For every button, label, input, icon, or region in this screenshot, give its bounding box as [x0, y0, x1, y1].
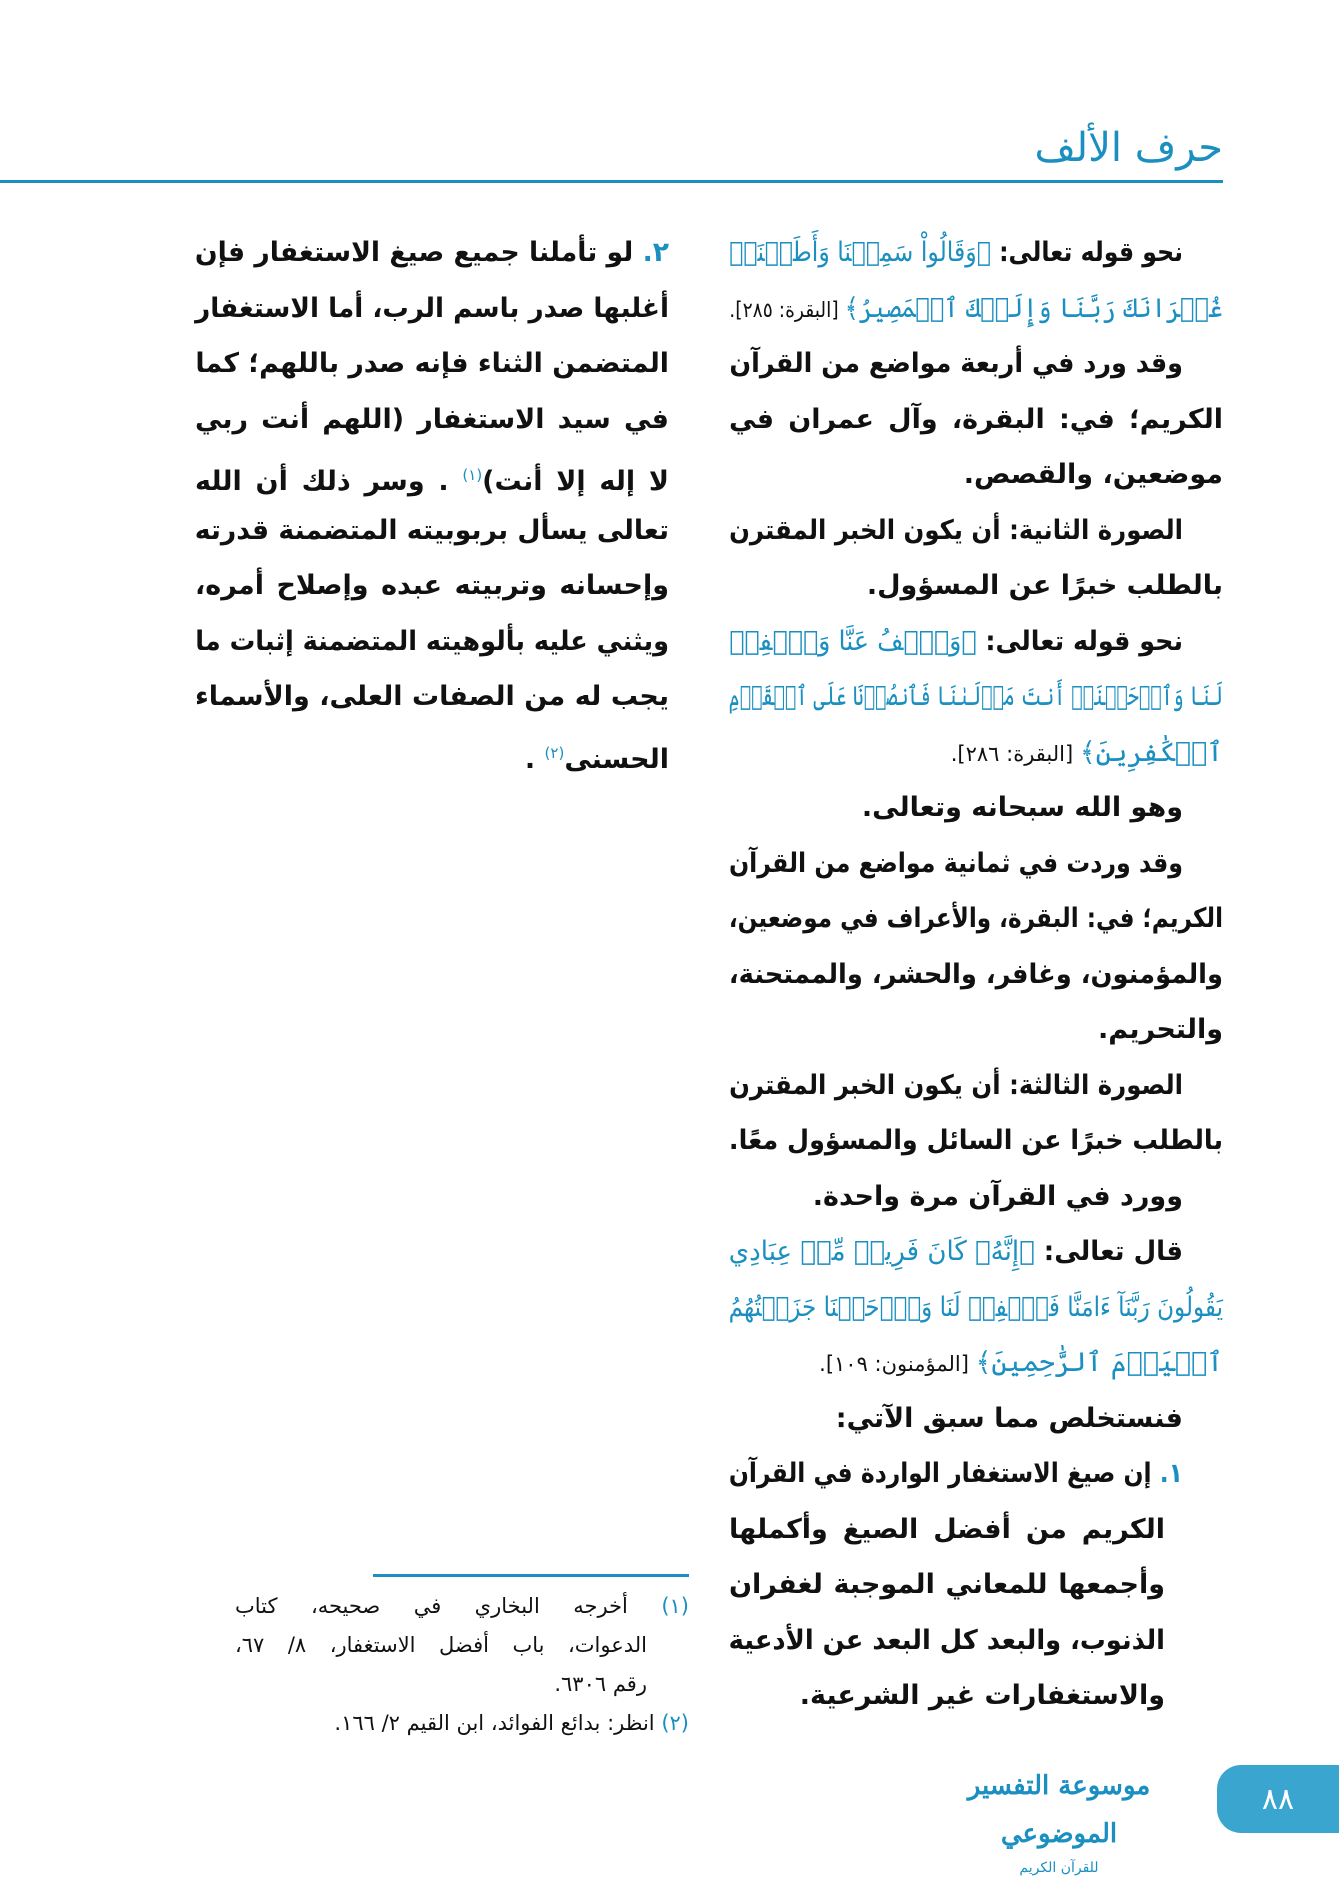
- list-number: (٢): [654, 1711, 689, 1735]
- text-segment: إن صيغ الاستغفار الواردة في القرآن: [728, 1458, 1152, 1489]
- text-segment: رقم ٦٣٠٦.: [554, 1672, 647, 1696]
- text-line: [728, 1616, 1165, 1666]
- footnote-line: [235, 1667, 647, 1701]
- quran-verse: لَنَا وَٱرۡحَمۡنَآۚ أَنتَ مَوۡلَىٰنَا فَٱنصُرۡنَا عَلَى ٱلۡقَوۡمِ: [728, 681, 1223, 712]
- text-segment: . وسر ذلك أن الله: [195, 466, 463, 497]
- text-line: [729, 1560, 1165, 1610]
- text-segment: وقد وردت في ثمانية مواضع من القرآن: [728, 847, 1183, 879]
- text-line: [195, 617, 670, 667]
- text-line: [729, 728, 1223, 778]
- text-line: [729, 450, 1223, 500]
- text-line: [728, 1227, 1183, 1277]
- text-segment: نحو قوله تعالى:: [990, 237, 1183, 268]
- text-line: [729, 1505, 1165, 1555]
- text-segment: بالطلب خبرًا عن السائل والمسؤول معًا.: [728, 1125, 1223, 1156]
- text-segment: والمؤمنون، وغافر، والحشر، والممتحنة،: [728, 958, 1223, 990]
- text-line: [728, 1449, 1183, 1499]
- text-segment: أغلبها صدر باسم الرب، أما الاستغفار: [195, 292, 669, 324]
- quran-verse: ﴿وَٱعۡفُ عَنَّا وَٱغۡفِرۡ: [729, 625, 977, 657]
- text-line: [195, 728, 669, 778]
- text-line: [195, 395, 669, 445]
- chapter-header: حرف الألف: [1034, 125, 1223, 171]
- text-line: [194, 228, 669, 278]
- text-segment: تعالى يسأل بربوبيته المتضمنة قدرته: [194, 514, 670, 546]
- page-number: ٨٨: [1217, 1765, 1339, 1833]
- encyclopedia-logo: [934, 1762, 1184, 1876]
- text-segment: يجب له من الصفات العلى، والأسماء: [195, 681, 669, 712]
- text-segment: لا إله إلا أنت): [482, 466, 669, 497]
- verse-reference: [المؤمنون: ١٠٩].: [819, 1352, 976, 1376]
- text-segment: والتحريم.: [1097, 1014, 1223, 1045]
- text-segment: وقد ورد في أربعة مواضع من القرآن: [729, 348, 1183, 379]
- text-line: [729, 1061, 1183, 1111]
- text-segment: أخرجه البخاري في صحيحه، كتاب: [235, 1594, 628, 1618]
- text-segment: وهو الله سبحانه وتعالى.: [861, 792, 1183, 823]
- logo-title: موسوعة التفسير الموضوعي: [967, 1771, 1151, 1849]
- text-segment: وورد في القرآن مرة واحدة.: [812, 1180, 1183, 1212]
- logo-subtitle: للقرآن الكريم: [1019, 1860, 1099, 1876]
- text-line: [194, 506, 670, 556]
- text-segment: انظر: بدائع الفوائد، ابن القيم ٢/ ١٦٦.: [334, 1711, 655, 1735]
- text-segment: فنستخلص مما سبق الآتي:: [835, 1402, 1183, 1434]
- text-line: [729, 506, 1183, 556]
- footnote-line: [235, 1589, 689, 1623]
- text-line: [728, 950, 1223, 1000]
- text-line: [195, 561, 669, 611]
- text-line: [728, 1283, 1223, 1333]
- footnote-marker: (٢): [544, 743, 565, 762]
- text-segment: وإحسانه وتربيته عبده وإصلاح أمره،: [195, 570, 669, 601]
- text-line: [729, 1338, 1223, 1388]
- text-line: [729, 561, 1223, 611]
- text-segment: لو تأملنا جميع صيغ الاستغفار فإن: [194, 237, 634, 268]
- text-segment: .: [524, 743, 545, 775]
- text-line: [195, 284, 669, 334]
- header-rule: [0, 180, 1223, 183]
- quran-verse: ٱلۡكَٰفِرِينَ﴾: [1079, 736, 1223, 768]
- text-segment: الكريم من أفضل الصيغ وأكملها: [729, 1513, 1165, 1545]
- text-line: [729, 1005, 1223, 1055]
- verse-reference: [البقرة: ٢٨٥].: [729, 297, 845, 322]
- footnote-line: [235, 1628, 647, 1662]
- text-segment: الكريم؛ في: البقرة، وآل عمران في: [729, 403, 1223, 435]
- text-line: [729, 228, 1183, 278]
- text-segment: الذنوب، والبعد كل البعد عن الأدعية: [728, 1624, 1165, 1656]
- text-line: [195, 672, 669, 722]
- text-line: [729, 339, 1183, 389]
- list-number: (١): [627, 1594, 689, 1618]
- quran-verse: يَقُولُونَ رَبَّنَآ ءَامَنَّا فَٱغۡفِرۡ لَنَا وَٱرۡحَمۡنَا جَزَيۡتُهُمُ: [728, 1291, 1223, 1323]
- text-segment: والاستغفارات غير الشرعية.: [799, 1680, 1165, 1711]
- quran-verse: ﴿وَقَالُواْ سَمِعۡنَا وَأَطَعۡنَاۖ: [729, 237, 991, 268]
- text-segment: ويثني عليه بألوهيته المتضمنة إثبات ما: [195, 625, 670, 657]
- text-segment: الصورة الثانية: أن يكون الخبر المقترن: [729, 514, 1183, 546]
- quran-verse: غُفۡرَانَكَ رَبَّنَا وَإِلَيۡكَ ٱلۡمَصِيرُ﴾: [844, 292, 1223, 324]
- text-line: [728, 894, 1223, 944]
- text-segment: وأجمعها للمعاني الموجبة لغفران: [729, 1569, 1165, 1600]
- text-segment: الدعوات، باب أفضل الاستغفار، ٨/ ٦٧،: [235, 1633, 647, 1657]
- footnote-marker: (١): [462, 466, 483, 484]
- text-line: [728, 672, 1223, 722]
- text-segment: نحو قوله تعالى:: [976, 625, 1183, 657]
- text-segment: قال تعالى:: [1034, 1236, 1183, 1267]
- text-line: [195, 450, 669, 500]
- text-line: [729, 395, 1223, 445]
- verse-reference: [البقرة: ٢٨٦].: [950, 741, 1080, 766]
- quran-verse: ﴿إِنَّهُۥ كَانَ فَرِيقٞ مِّنۡ عِبَادِي: [728, 1236, 1035, 1267]
- text-line: [729, 1394, 1183, 1444]
- text-line: [729, 284, 1223, 334]
- text-line: [729, 1172, 1183, 1222]
- footnote-line: [235, 1706, 689, 1740]
- text-line: [195, 339, 669, 389]
- text-segment: بالطلب خبرًا عن المسؤول.: [866, 570, 1223, 601]
- text-segment: موضعين، والقصص.: [963, 459, 1223, 490]
- text-segment: المتضمن الثناء فإنه صدر باللهم؛ كما: [195, 348, 669, 379]
- list-number: ١.: [1151, 1458, 1183, 1489]
- list-number: ٢.: [633, 237, 669, 268]
- text-line: [729, 783, 1183, 833]
- text-line: [729, 617, 1183, 667]
- text-segment: الحسنى: [564, 743, 669, 775]
- text-segment: الصورة الثالثة: أن يكون الخبر المقترن: [729, 1069, 1183, 1101]
- text-line: [728, 839, 1183, 889]
- footnote-separator: [373, 1574, 689, 1577]
- quran-verse: ٱلۡيَوۡمَ ٱلرَّٰحِمِينَ﴾: [975, 1347, 1223, 1378]
- text-segment: في سيد الاستغفار (اللهم أنت ربي: [195, 403, 669, 435]
- text-line: [728, 1116, 1223, 1166]
- text-segment: الكريم؛ في: البقرة، والأعراف في موضعين،: [728, 903, 1223, 934]
- text-line: [729, 1671, 1165, 1721]
